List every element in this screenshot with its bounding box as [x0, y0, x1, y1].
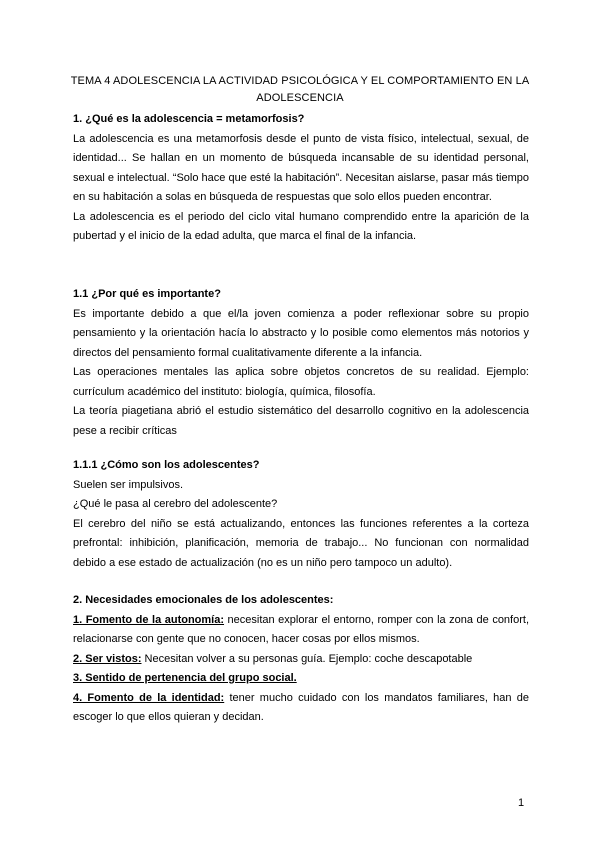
paragraph: La adolescencia es una metamorfosis desde el punto de vista físico, intelectual, sexual, de identidad... Se hallan en un momento de búsqueda incansable de su identidad personal, sexual e intelectual. “Solo hace que esté la habitación”. Necesitan aislarse, pasar más tiempo en su habitación a solas en búsqueda de respuestas que solo ellos pueden encontrar.	[73, 132, 529, 203]
section-heading: 1.1 ¿Por qué es importante?	[73, 288, 221, 300]
section-heading: 2. Necesidades emocionales de los adolescentes:	[73, 594, 334, 606]
paragraph: La adolescencia es el periodo del ciclo vital humano comprendido entre la aparición de la pubertad y el inicio de la edad adulta, que marca el final de la infancia.	[73, 210, 529, 242]
item-label: 1. Fomento de la autonomía:	[73, 613, 225, 626]
section-what-is-adolescence	[73, 110, 529, 247]
section-why-important	[73, 285, 529, 441]
page-number: 1	[518, 797, 525, 809]
paragraph: ¿Qué le pasa al cerebro del adolescente?	[73, 498, 278, 510]
item-label: 2. Ser vistos:	[73, 652, 142, 665]
paragraph: La teoría piagetiana abrió el estudio sistemático del desarrollo cognitivo en la adolescencia pese a recibir críticas	[73, 405, 529, 437]
list-item	[73, 689, 529, 728]
paragraph: Suelen ser impulsivos.	[73, 478, 184, 491]
section-heading: 1. ¿Qué es la adolescencia = metamorfosis?	[73, 113, 305, 125]
section-emotional-needs	[73, 591, 529, 728]
paragraph: Las operaciones mentales las aplica sobre objetos concretos de su realidad. Ejemplo: currículum académico del instituto: biología, química, filosofía.	[73, 366, 529, 398]
item-text: necesitan explorar el entorno, romper con la zona de confort, relacionarse con gente que no conocen, hacer cosas por ellos mismos.	[73, 613, 530, 645]
document-title: TEMA 4 ADOLESCENCIA LA ACTIVIDAD PSICOLÓGICA Y EL COMPORTAMIENTO EN LA ADOLESCENCIA	[70, 75, 530, 104]
item-text: Necesitan volver a su personas guía. Ejemplo: coche descapotable	[141, 652, 473, 665]
paragraph: Es importante debido a que el/la joven comienza a poder reflexionar sobre su propio pensamiento y la orientación hacía lo abstracto y lo posible como elementos más notorios y directos del pensamiento formal cualitativamente diferente a la infancia.	[73, 307, 529, 359]
item-text: tener mucho cuidado con los mandatos familiares, han de escoger lo que ellos quieran y decidan.	[73, 691, 529, 723]
section-how-are-adolescents	[73, 456, 529, 573]
list-item	[73, 669, 529, 689]
item-label: 3. Sentido de pertenencia del grupo social.	[73, 672, 297, 684]
list-item	[73, 611, 529, 650]
paragraph: El cerebro del niño se está actualizando, entonces las funciones referentes a la corteza prefrontal: inhibición, planificación, memoria de trabajo... No funcionan con normalidad debido a ese estado de actualización (no es un niño pero tampoco un adulto).	[73, 517, 529, 569]
section-heading: 1.1.1 ¿Cómo son los adolescentes?	[73, 459, 260, 471]
list-item	[73, 650, 529, 670]
item-label: 4. Fomento de la identidad:	[73, 691, 225, 704]
